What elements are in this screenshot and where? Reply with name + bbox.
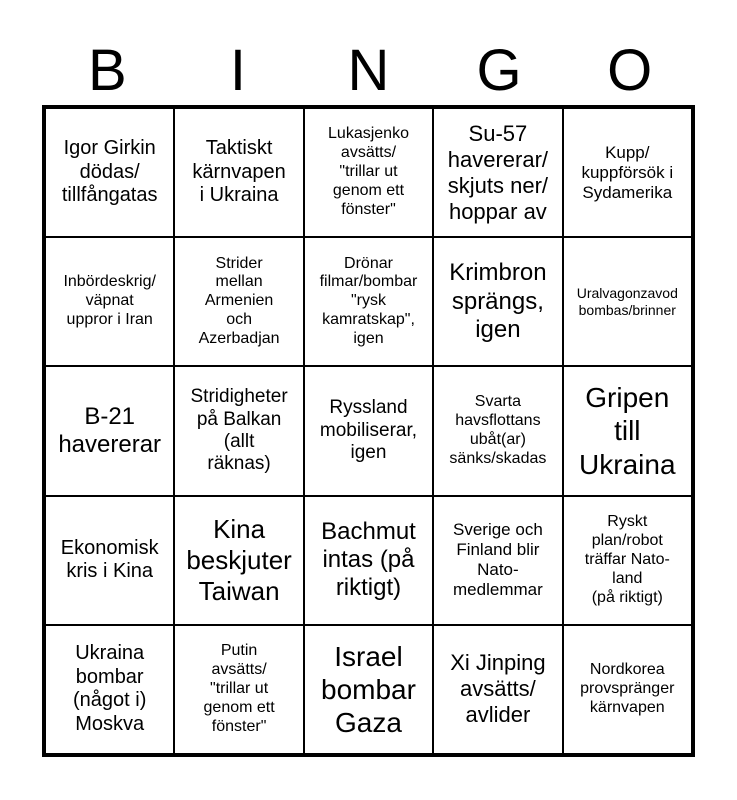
bingo-cell: Kina beskjuter Taiwan xyxy=(174,496,303,625)
bingo-cell: Ekonomisk kris i Kina xyxy=(45,496,174,625)
bingo-cell: Bachmut intas (på riktigt) xyxy=(304,496,433,625)
bingo-cell: Svarta havsflottans ubåt(ar) sänks/skadas xyxy=(433,366,562,495)
bingo-cell: Uralvagonzavod bombas/brinner xyxy=(563,237,692,366)
header-letter-i: I xyxy=(229,38,246,103)
bingo-cell: Xi Jinping avsätts/ avlider xyxy=(433,625,562,754)
bingo-cell: Israel bombar Gaza xyxy=(304,625,433,754)
header-letter-n: N xyxy=(347,38,390,103)
bingo-cell: Ryssland mobiliserar, igen xyxy=(304,366,433,495)
bingo-cell: Su-57 havererar/ skjuts ner/ hoppar av xyxy=(433,108,562,237)
header-letter-o: O xyxy=(607,38,653,103)
bingo-cell: Lukasjenko avsätts/ "trillar ut genom ett fönster" xyxy=(304,108,433,237)
bingo-cell: Putin avsätts/ "trillar ut genom ett fönster" xyxy=(174,625,303,754)
bingo-cell: Stridigheter på Balkan (allt räknas) xyxy=(174,366,303,495)
bingo-cell: Kupp/ kuppförsök i Sydamerika xyxy=(563,108,692,237)
bingo-cell: Strider mellan Armenien och Azerbadjan xyxy=(174,237,303,366)
bingo-cell: Ukraina bombar (något i) Moskva xyxy=(45,625,174,754)
bingo-cell: Igor Girkin dödas/ tillfångatas xyxy=(45,108,174,237)
bingo-cell: Drönar filmar/bombar "rysk kamratskap", igen xyxy=(304,237,433,366)
header-letter-g: G xyxy=(476,38,522,103)
bingo-cell: B-21 havererar xyxy=(45,366,174,495)
bingo-cell: Sverige och Finland blir Nato- medlemmar xyxy=(433,496,562,625)
bingo-cell: Krimbron sprängs, igen xyxy=(433,237,562,366)
bingo-cell: Gripen till Ukraina xyxy=(563,366,692,495)
bingo-board xyxy=(42,105,695,757)
bingo-cell: Nordkorea provspränger kärnvapen xyxy=(563,625,692,754)
header-letter-b: B xyxy=(87,38,127,103)
bingo-cell: Taktiskt kärnvapen i Ukraina xyxy=(174,108,303,237)
bingo-cell: Ryskt plan/robot träffar Nato- land (på riktigt) xyxy=(563,496,692,625)
bingo-header xyxy=(42,38,695,104)
bingo-cell: Inbördeskrig/ väpnat uppror i Iran xyxy=(45,237,174,366)
